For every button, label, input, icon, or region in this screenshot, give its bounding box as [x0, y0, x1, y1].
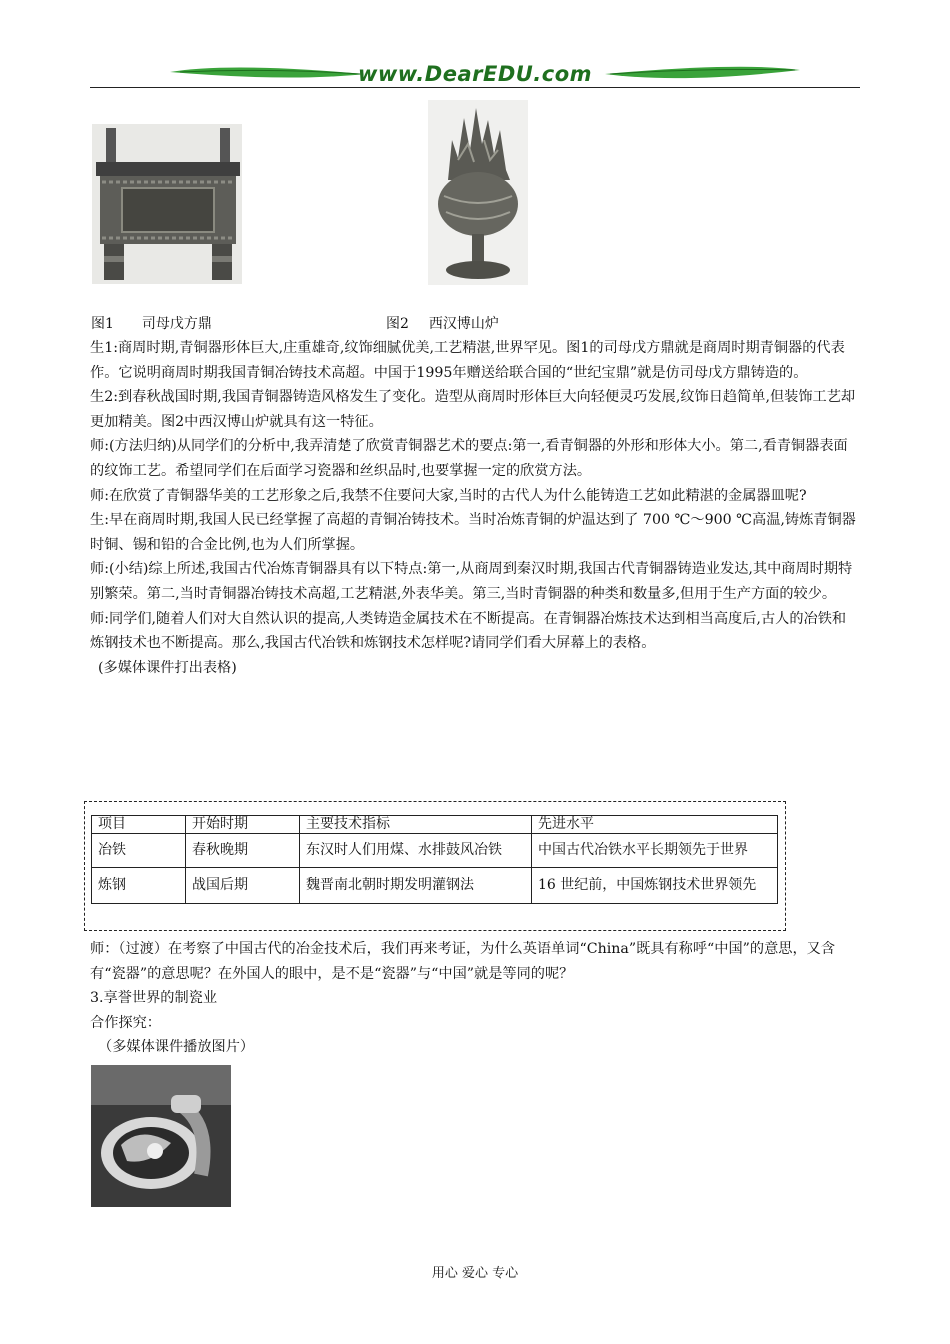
site-header	[90, 58, 860, 90]
table-cell: 中国古代冶铁水平长期领先于世界	[532, 834, 778, 868]
figure-1-label: 图1	[91, 316, 114, 332]
table-cell: 战国后期	[186, 868, 300, 904]
figure-1-caption	[91, 313, 212, 333]
table-cell: 炼钢	[92, 868, 186, 904]
table-header-cell: 项目	[92, 816, 186, 834]
paragraph: (多媒体课件打出表格)	[98, 659, 237, 676]
paragraph: 师:同学们,随着人们对大自然认识的提高,人类铸造金属技术在不断提高。在青铜器冶炼技术达到相当高度后,古人的冶铁和炼钢技术也不断提高。那么,我国古代冶铁和炼钢技术怎样呢?请同学们看大屏幕上的表格。	[90, 610, 847, 652]
porcelain-painting-photo	[91, 1065, 231, 1207]
table-row	[92, 868, 778, 904]
figure-2-caption	[386, 313, 499, 333]
paragraph: 师:(小结)综上所述,我国古代冶炼青铜器具有以下特点:第一,从商周到秦汉时期,我国古代青铜器铸造业发达,其中商周时期特别繁荣。第二,当时青铜器冶铸技术高超,工艺精湛,外表华美。第三,当时青铜器的种类和数量多,但用于生产方面的较少。	[90, 561, 853, 602]
header-rule	[90, 87, 860, 88]
table-cell: 东汉时人们用煤、水排鼓风冶铁	[300, 834, 532, 868]
figure-2-name: 西汉博山炉	[428, 316, 499, 332]
section-heading: 3.享誉世界的制瓷业	[90, 990, 218, 1007]
paragraph: 师：（过渡）在考察了中国古代的冶金技术后，我们再来考证，为什么英语单词“China”既具有称呼“中国”的意思，又含有“瓷器”的意思呢？在外国人的眼中，是不是“瓷器”与“中国”就是等同的呢？	[90, 941, 836, 982]
table-empty-row	[92, 904, 778, 928]
ding-cauldron-image	[92, 124, 242, 284]
boshan-censer-image	[428, 100, 528, 285]
figure-2-label: 图2	[386, 316, 409, 332]
paragraph: 合作探究：	[90, 1014, 161, 1031]
table-cell: 冶铁	[92, 834, 186, 868]
table-row	[92, 834, 778, 868]
table-cell: 16 世纪前，中国炼钢技术世界领先	[532, 868, 778, 904]
figure-1-name: 司母戊方鼎	[141, 316, 212, 332]
site-logo-text: www.DearEDU.com	[357, 62, 593, 86]
table-header-cell: 先进水平	[532, 816, 778, 834]
paragraph: 师:(方法归纳)从同学们的分析中,我弄清楚了欣赏青铜器艺术的要点:第一,看青铜器的外形和形体大小。第二,看青铜器表面的纹饰工艺。希望同学们在后面学习瓷器和丝织品时,也要掌握一定的欣赏方法。	[90, 438, 848, 479]
lesson-body	[90, 336, 860, 680]
table-header-cell: 主要技术指标	[300, 816, 532, 834]
paragraph: 生1:商周时期,青铜器形体巨大,庄重雄奇,纹饰细腻优美,工艺精湛,世界罕见。图1的司母戊方鼎就是商周时期青铜器的代表作。它说明商周时期我国青铜冶铸技术高超。中国于1995年赠送给联合国的“世纪宝鼎”就是仿司母戊方鼎铸造的。	[90, 340, 845, 381]
table-header-cell: 开始时期	[186, 816, 300, 834]
paragraph: 生2:到春秋战国时期,我国青铜器铸造风格发生了变化。造型从商周时形体巨大向轻便灵巧发展,纹饰日趋简单,但装饰工艺却更加精美。图2中西汉博山炉就具有这一特征。	[90, 389, 856, 430]
paragraph: 师:在欣赏了青铜器华美的工艺形象之后,我禁不住要问大家,当时的古代人为什么能铸造工艺如此精湛的金属器皿呢?	[90, 487, 807, 504]
page-footer: 用心 爱心 专心	[431, 1266, 519, 1281]
lesson-body-continued	[90, 937, 860, 1060]
table-cell: 春秋晚期	[186, 834, 300, 868]
paragraph: 生:早在商周时期,我国人民已经掌握了高超的青铜冶铸技术。当时冶炼青铜的炉温达到了 700 ℃～900 ℃高温,铸炼青铜器时铜、锡和铅的合金比例,也为人们所掌握。	[90, 512, 856, 553]
paragraph: （多媒体课件播放图片）	[98, 1039, 255, 1056]
metallurgy-table	[91, 815, 778, 928]
table-header-row	[92, 816, 778, 834]
table-cell: 魏晋南北朝时期发明灌钢法	[300, 868, 532, 904]
